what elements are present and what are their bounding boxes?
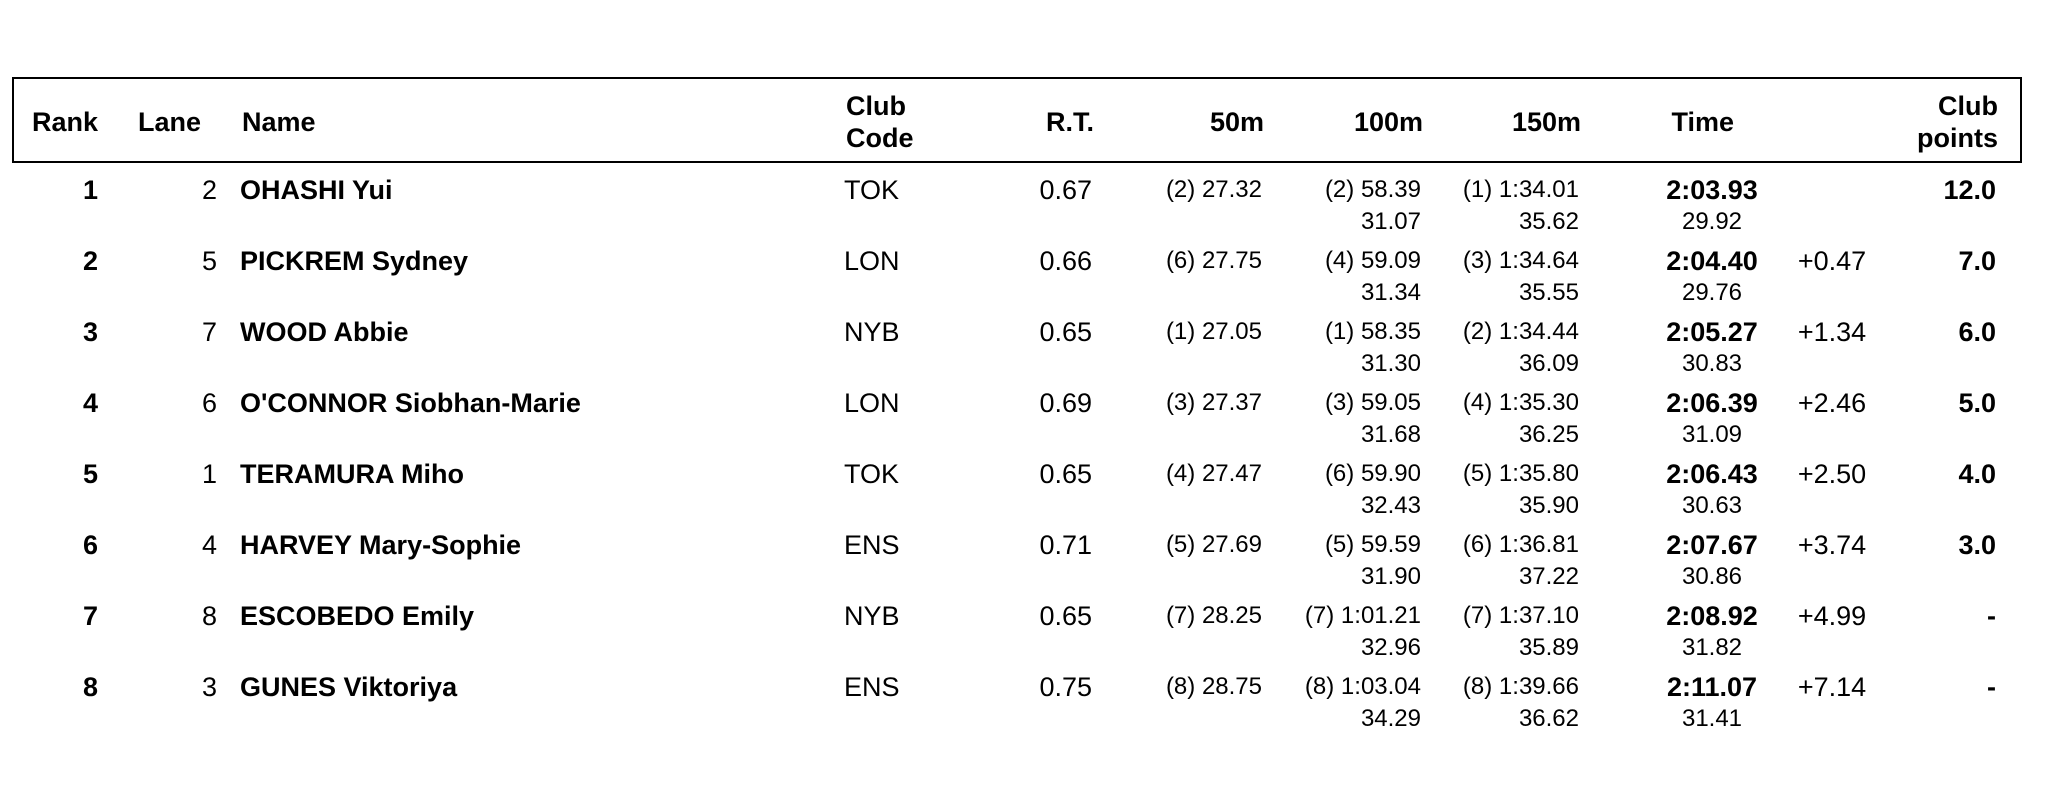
final-lap: 30.86 <box>1681 563 1743 590</box>
reaction-time: 0.66 <box>1039 246 1092 276</box>
club-code: LON <box>844 246 900 276</box>
split-150m-lap: 37.22 <box>1518 563 1579 590</box>
header-club-code <box>846 90 914 154</box>
reaction-time: 0.65 <box>1039 601 1092 631</box>
time-behind: +7.14 <box>1797 672 1867 702</box>
club-code: ENS <box>844 530 900 560</box>
final-time: 2:11.07 <box>1666 672 1758 702</box>
table-body <box>12 163 2022 743</box>
rank-cell: 7 <box>82 601 98 631</box>
split-150m: (7) 1:37.10 <box>1462 602 1579 629</box>
header-club-points-line2: points <box>1917 123 1998 153</box>
club-points: 3.0 <box>1958 530 1996 560</box>
table-row <box>12 308 2022 379</box>
reaction-time: 0.67 <box>1039 175 1092 205</box>
split-150m-lap: 35.55 <box>1518 279 1579 306</box>
split-150m-lap: 36.25 <box>1518 421 1579 448</box>
split-150m: (4) 1:35.30 <box>1462 389 1579 416</box>
final-lap: 30.63 <box>1681 492 1743 519</box>
lane-cell: 8 <box>201 601 217 631</box>
header-club-points <box>1874 90 1998 154</box>
lane-cell: 7 <box>201 317 217 347</box>
athlete-name: HARVEY Mary-Sophie <box>240 530 522 560</box>
header-club-code-line1: Club <box>846 91 906 121</box>
split-50m: (5) 27.69 <box>1165 531 1262 558</box>
rank-cell: 3 <box>82 317 98 347</box>
reaction-time: 0.65 <box>1039 459 1092 489</box>
final-lap: 29.92 <box>1681 208 1743 235</box>
club-points: 12.0 <box>1943 175 1996 205</box>
split-100m-lap: 31.68 <box>1360 421 1421 448</box>
athlete-name: WOOD Abbie <box>240 317 409 347</box>
rank-cell: 4 <box>82 388 98 418</box>
final-time: 2:03.93 <box>1666 175 1758 205</box>
athlete-name: ESCOBEDO Emily <box>240 601 475 631</box>
header-rank: Rank <box>32 107 99 137</box>
lane-cell: 6 <box>201 388 217 418</box>
table-row <box>12 379 2022 450</box>
rank-cell: 6 <box>82 530 98 560</box>
split-150m-lap: 35.89 <box>1518 634 1579 661</box>
lane-cell: 2 <box>201 175 217 205</box>
time-behind: +2.46 <box>1797 388 1867 418</box>
header-club-points-line1: Club <box>1938 91 1998 121</box>
header-lane: Lane <box>138 107 202 137</box>
split-150m: (8) 1:39.66 <box>1462 673 1579 700</box>
table-header <box>12 77 2022 163</box>
split-150m: (3) 1:34.64 <box>1462 247 1579 274</box>
header-club-code-line2: Code <box>846 123 914 153</box>
reaction-time: 0.69 <box>1039 388 1092 418</box>
rank-cell: 8 <box>82 672 98 702</box>
time-behind: +3.74 <box>1797 530 1867 560</box>
final-lap: 31.09 <box>1681 421 1743 448</box>
reaction-time: 0.75 <box>1039 672 1092 702</box>
split-100m-lap: 31.30 <box>1360 350 1421 377</box>
final-lap: 31.82 <box>1681 634 1743 661</box>
split-150m: (5) 1:35.80 <box>1462 460 1579 487</box>
final-time: 2:05.27 <box>1666 317 1758 347</box>
split-150m: (1) 1:34.01 <box>1462 176 1579 203</box>
split-100m: (4) 59.09 <box>1324 247 1421 274</box>
reaction-time: 0.71 <box>1039 530 1092 560</box>
lane-cell: 3 <box>201 672 217 702</box>
club-points: - <box>1987 672 1996 702</box>
final-time: 2:08.92 <box>1666 601 1758 631</box>
club-points: 5.0 <box>1958 388 1996 418</box>
split-50m: (2) 27.32 <box>1165 176 1262 203</box>
final-lap: 31.41 <box>1681 705 1743 732</box>
club-points: 6.0 <box>1958 317 1996 347</box>
split-100m: (6) 59.90 <box>1324 460 1421 487</box>
athlete-name: TERAMURA Miho <box>240 459 464 489</box>
split-150m-lap: 35.90 <box>1518 492 1579 519</box>
final-lap: 29.76 <box>1681 279 1743 306</box>
split-100m-lap: 34.29 <box>1360 705 1421 732</box>
split-50m: (6) 27.75 <box>1165 247 1262 274</box>
split-100m: (5) 59.59 <box>1324 531 1421 558</box>
split-100m-lap: 31.90 <box>1360 563 1421 590</box>
time-behind: +0.47 <box>1797 246 1867 276</box>
split-100m-lap: 32.43 <box>1360 492 1421 519</box>
club-code: ENS <box>844 672 900 702</box>
table-row <box>12 663 2022 734</box>
club-code: TOK <box>844 459 900 489</box>
reaction-time: 0.65 <box>1039 317 1092 347</box>
athlete-name: OHASHI Yui <box>240 175 393 205</box>
final-time: 2:06.43 <box>1666 459 1758 489</box>
split-100m-lap: 31.34 <box>1360 279 1421 306</box>
header-time: Time <box>1671 107 1734 137</box>
table-row <box>12 166 2022 237</box>
club-code: NYB <box>844 601 900 631</box>
split-100m: (1) 58.35 <box>1324 318 1421 345</box>
rank-cell: 1 <box>82 175 98 205</box>
results-table <box>12 77 2022 743</box>
club-points: - <box>1987 601 1996 631</box>
lane-cell: 4 <box>201 530 217 560</box>
split-100m: (8) 1:03.04 <box>1304 673 1421 700</box>
split-150m-lap: 35.62 <box>1518 208 1579 235</box>
header-split-100m: 100m <box>1353 107 1423 137</box>
final-time: 2:04.40 <box>1666 246 1758 276</box>
athlete-name: O'CONNOR Siobhan-Marie <box>240 388 581 418</box>
athlete-name: GUNES Viktoriya <box>240 672 458 702</box>
split-100m: (2) 58.39 <box>1324 176 1421 203</box>
split-150m-lap: 36.09 <box>1518 350 1579 377</box>
header-split-50m: 50m <box>1209 107 1264 137</box>
split-50m: (1) 27.05 <box>1165 318 1262 345</box>
header-name: Name <box>242 107 316 137</box>
split-100m-lap: 32.96 <box>1360 634 1421 661</box>
lane-cell: 1 <box>201 459 217 489</box>
final-lap: 30.83 <box>1681 350 1743 377</box>
split-50m: (7) 28.25 <box>1165 602 1262 629</box>
header-reaction-time: R.T. <box>1045 107 1094 137</box>
table-row <box>12 237 2022 308</box>
split-150m-lap: 36.62 <box>1518 705 1579 732</box>
time-behind: +4.99 <box>1797 601 1867 631</box>
header-split-150m: 150m <box>1511 107 1581 137</box>
final-time: 2:07.67 <box>1666 530 1758 560</box>
final-time: 2:06.39 <box>1666 388 1758 418</box>
split-100m: (7) 1:01.21 <box>1304 602 1421 629</box>
time-behind: +2.50 <box>1797 459 1867 489</box>
table-row <box>12 592 2022 663</box>
athlete-name: PICKREM Sydney <box>240 246 469 276</box>
table-row <box>12 450 2022 521</box>
split-100m-lap: 31.07 <box>1360 208 1421 235</box>
rank-cell: 2 <box>82 246 98 276</box>
time-behind: +1.34 <box>1797 317 1867 347</box>
club-points: 4.0 <box>1958 459 1996 489</box>
split-150m: (6) 1:36.81 <box>1462 531 1579 558</box>
club-points: 7.0 <box>1958 246 1996 276</box>
rank-cell: 5 <box>82 459 98 489</box>
club-code: LON <box>844 388 900 418</box>
club-code: TOK <box>844 175 900 205</box>
split-100m: (3) 59.05 <box>1324 389 1421 416</box>
lane-cell: 5 <box>201 246 217 276</box>
split-50m: (8) 28.75 <box>1165 673 1262 700</box>
table-row <box>12 521 2022 592</box>
split-50m: (3) 27.37 <box>1165 389 1262 416</box>
split-50m: (4) 27.47 <box>1165 460 1262 487</box>
split-150m: (2) 1:34.44 <box>1462 318 1579 345</box>
club-code: NYB <box>844 317 900 347</box>
